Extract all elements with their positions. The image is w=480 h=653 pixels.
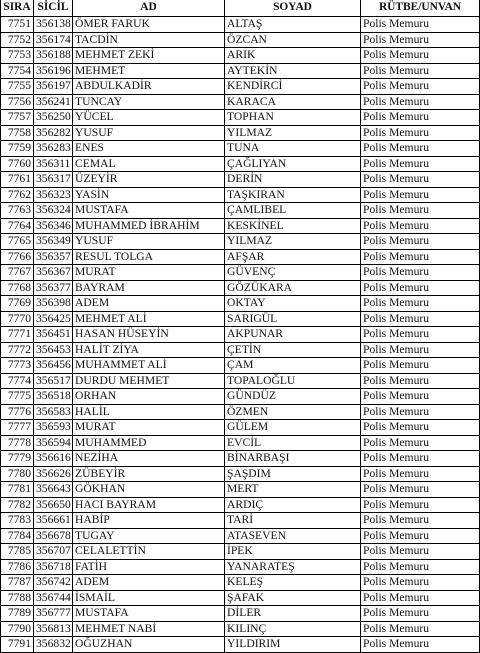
cell-soyad: ÇETİN [225, 342, 361, 358]
cell-sira: 7759 [1, 141, 34, 157]
cell-sira: 7772 [1, 342, 34, 358]
cell-soyad: KENDİRCİ [225, 79, 361, 95]
table-row [1, 451, 480, 467]
table-body [1, 17, 480, 653]
cell-sicil: 356626 [34, 466, 73, 482]
cell-ad: ADEM [73, 296, 225, 312]
cell-sicil: 356346 [34, 218, 73, 234]
cell-unvan: Polis Memuru [361, 79, 480, 95]
cell-sicil: 356661 [34, 513, 73, 529]
cell-sicil: 356616 [34, 451, 73, 467]
cell-ad: BAYRAM [73, 280, 225, 296]
cell-sicil: 356832 [34, 637, 73, 653]
cell-sicil: 356188 [34, 48, 73, 64]
cell-sicil: 356813 [34, 621, 73, 637]
cell-soyad: OKTAY [225, 296, 361, 312]
cell-sira: 7773 [1, 358, 34, 374]
cell-ad: HABİP [73, 513, 225, 529]
cell-unvan: Polis Memuru [361, 94, 480, 110]
cell-ad: MURAT [73, 265, 225, 281]
cell-sira: 7776 [1, 404, 34, 420]
cell-sicil: 356517 [34, 373, 73, 389]
cell-ad: GÖKHAN [73, 482, 225, 498]
cell-sicil: 356594 [34, 435, 73, 451]
cell-unvan: Polis Memuru [361, 141, 480, 157]
cell-sira: 7763 [1, 203, 34, 219]
cell-unvan: Polis Memuru [361, 621, 480, 637]
cell-sira: 7768 [1, 280, 34, 296]
cell-sicil: 356357 [34, 249, 73, 265]
cell-ad: ENES [73, 141, 225, 157]
table-row [1, 590, 480, 606]
table-row [1, 48, 480, 64]
cell-sicil: 356518 [34, 389, 73, 405]
table-row [1, 156, 480, 172]
cell-ad: YASİN [73, 187, 225, 203]
cell-soyad: TARİ [225, 513, 361, 529]
cell-soyad: TOPALOĞLU [225, 373, 361, 389]
table-row [1, 311, 480, 327]
cell-ad: DURDU MEHMET [73, 373, 225, 389]
cell-ad: ÖMER FARUK [73, 17, 225, 33]
cell-soyad: İPEK [225, 544, 361, 560]
header-soyad: SOYAD [225, 0, 361, 17]
cell-unvan: Polis Memuru [361, 358, 480, 374]
cell-unvan: Polis Memuru [361, 249, 480, 265]
table-row [1, 528, 480, 544]
cell-sira: 7755 [1, 79, 34, 95]
cell-sicil: 356138 [34, 17, 73, 33]
cell-ad: RESUL TOLGA [73, 249, 225, 265]
cell-unvan: Polis Memuru [361, 32, 480, 48]
table-row [1, 218, 480, 234]
cell-unvan: Polis Memuru [361, 265, 480, 281]
cell-sira: 7789 [1, 606, 34, 622]
cell-unvan: Polis Memuru [361, 575, 480, 591]
cell-unvan: Polis Memuru [361, 544, 480, 560]
cell-sicil: 356377 [34, 280, 73, 296]
cell-soyad: GÜLEM [225, 420, 361, 436]
cell-sira: 7769 [1, 296, 34, 312]
cell-ad: İSMAİL [73, 590, 225, 606]
cell-unvan: Polis Memuru [361, 420, 480, 436]
cell-sira: 7781 [1, 482, 34, 498]
cell-unvan: Polis Memuru [361, 187, 480, 203]
cell-ad: MEHMET [73, 63, 225, 79]
cell-sicil: 356349 [34, 234, 73, 250]
cell-sicil: 356744 [34, 590, 73, 606]
cell-unvan: Polis Memuru [361, 528, 480, 544]
cell-unvan: Polis Memuru [361, 156, 480, 172]
cell-ad: MEHMET ZEKİ [73, 48, 225, 64]
table-row [1, 94, 480, 110]
cell-sicil: 356367 [34, 265, 73, 281]
cell-soyad: YILDIRIM [225, 637, 361, 653]
cell-sira: 7754 [1, 63, 34, 79]
cell-sira: 7767 [1, 265, 34, 281]
cell-unvan: Polis Memuru [361, 125, 480, 141]
cell-sira: 7751 [1, 17, 34, 33]
cell-sira: 7752 [1, 32, 34, 48]
cell-soyad: YANARATEŞ [225, 559, 361, 575]
cell-soyad: ATASEVEN [225, 528, 361, 544]
cell-ad: MUHAMMED İBRAHİM [73, 218, 225, 234]
cell-sicil: 356241 [34, 94, 73, 110]
cell-sira: 7774 [1, 373, 34, 389]
cell-unvan: Polis Memuru [361, 466, 480, 482]
table-row [1, 404, 480, 420]
cell-sira: 7761 [1, 172, 34, 188]
cell-soyad: KESKİNEL [225, 218, 361, 234]
cell-unvan: Polis Memuru [361, 63, 480, 79]
cell-soyad: GÖZÜKARA [225, 280, 361, 296]
cell-sicil: 356425 [34, 311, 73, 327]
cell-soyad: KILINÇ [225, 621, 361, 637]
cell-sicil: 356718 [34, 559, 73, 575]
table-row [1, 17, 480, 33]
cell-ad: MUHAMMED [73, 435, 225, 451]
cell-unvan: Polis Memuru [361, 311, 480, 327]
table-row [1, 513, 480, 529]
table-row [1, 79, 480, 95]
cell-unvan: Polis Memuru [361, 637, 480, 653]
cell-sicil: 356398 [34, 296, 73, 312]
cell-soyad: ALTAŞ [225, 17, 361, 33]
cell-unvan: Polis Memuru [361, 606, 480, 622]
cell-soyad: ÇAMLIBEL [225, 203, 361, 219]
cell-sicil: 356197 [34, 79, 73, 95]
cell-sira: 7790 [1, 621, 34, 637]
cell-sira: 7753 [1, 48, 34, 64]
cell-unvan: Polis Memuru [361, 559, 480, 575]
cell-sira: 7775 [1, 389, 34, 405]
cell-sicil: 356317 [34, 172, 73, 188]
cell-ad: HACI BAYRAM [73, 497, 225, 513]
cell-sicil: 356650 [34, 497, 73, 513]
cell-soyad: BİNARBAŞI [225, 451, 361, 467]
cell-sicil: 356707 [34, 544, 73, 560]
cell-ad: MEHMET NABİ [73, 621, 225, 637]
cell-sicil: 356678 [34, 528, 73, 544]
cell-sira: 7777 [1, 420, 34, 436]
cell-sicil: 356453 [34, 342, 73, 358]
cell-sira: 7786 [1, 559, 34, 575]
cell-soyad: YILMAZ [225, 234, 361, 250]
table-row [1, 280, 480, 296]
cell-soyad: AKPUNAR [225, 327, 361, 343]
cell-sicil: 356643 [34, 482, 73, 498]
cell-sicil: 356311 [34, 156, 73, 172]
cell-sira: 7762 [1, 187, 34, 203]
cell-unvan: Polis Memuru [361, 203, 480, 219]
table-row [1, 373, 480, 389]
cell-sira: 7764 [1, 218, 34, 234]
cell-unvan: Polis Memuru [361, 451, 480, 467]
cell-ad: TUGAY [73, 528, 225, 544]
cell-soyad: KARACA [225, 94, 361, 110]
cell-sira: 7791 [1, 637, 34, 653]
cell-ad: OĞUZHAN [73, 637, 225, 653]
cell-sicil: 356196 [34, 63, 73, 79]
table-row [1, 125, 480, 141]
cell-sira: 7756 [1, 94, 34, 110]
cell-sira: 7785 [1, 544, 34, 560]
table-row [1, 497, 480, 513]
cell-unvan: Polis Memuru [361, 296, 480, 312]
cell-unvan: Polis Memuru [361, 172, 480, 188]
table-row [1, 435, 480, 451]
cell-ad: HASAN HÜSEYİN [73, 327, 225, 343]
cell-sicil: 356282 [34, 125, 73, 141]
cell-unvan: Polis Memuru [361, 17, 480, 33]
cell-sira: 7766 [1, 249, 34, 265]
header-sicil: SİCİL [34, 0, 73, 17]
cell-sira: 7778 [1, 435, 34, 451]
cell-sicil: 356323 [34, 187, 73, 203]
cell-sira: 7760 [1, 156, 34, 172]
table-row [1, 296, 480, 312]
cell-soyad: ARIK [225, 48, 361, 64]
cell-soyad: TOPHAN [225, 110, 361, 126]
cell-soyad: YILMAZ [225, 125, 361, 141]
cell-sira: 7771 [1, 327, 34, 343]
cell-sira: 7779 [1, 451, 34, 467]
cell-unvan: Polis Memuru [361, 590, 480, 606]
header-sira: SIRA [1, 0, 34, 17]
table-row [1, 559, 480, 575]
table-row [1, 482, 480, 498]
cell-ad: TUNCAY [73, 94, 225, 110]
cell-sicil: 356777 [34, 606, 73, 622]
table-header-row [1, 0, 480, 17]
table-row [1, 172, 480, 188]
table-row [1, 32, 480, 48]
table-row [1, 606, 480, 622]
cell-soyad: DİLER [225, 606, 361, 622]
cell-ad: ZÜBEYİR [73, 466, 225, 482]
cell-ad: ABDULKADİR [73, 79, 225, 95]
cell-sira: 7788 [1, 590, 34, 606]
header-unvan: RÜTBE/UNVAN [361, 0, 480, 17]
cell-sicil: 356174 [34, 32, 73, 48]
cell-soyad: TAŞKIRAN [225, 187, 361, 203]
table-row [1, 63, 480, 79]
cell-unvan: Polis Memuru [361, 435, 480, 451]
cell-unvan: Polis Memuru [361, 234, 480, 250]
cell-soyad: AYTEKİN [225, 63, 361, 79]
cell-ad: MEHMET ALİ [73, 311, 225, 327]
cell-unvan: Polis Memuru [361, 218, 480, 234]
cell-soyad: KELEŞ [225, 575, 361, 591]
cell-ad: ORHAN [73, 389, 225, 405]
cell-unvan: Polis Memuru [361, 389, 480, 405]
cell-unvan: Polis Memuru [361, 48, 480, 64]
cell-soyad: DERİN [225, 172, 361, 188]
cell-ad: NEZİHA [73, 451, 225, 467]
cell-ad: YUSUF [73, 125, 225, 141]
cell-soyad: ARDIÇ [225, 497, 361, 513]
cell-sira: 7757 [1, 110, 34, 126]
header-ad: AD [73, 0, 225, 17]
table-row [1, 389, 480, 405]
cell-sira: 7787 [1, 575, 34, 591]
table-row [1, 342, 480, 358]
cell-ad: ÜZEYİR [73, 172, 225, 188]
cell-sira: 7770 [1, 311, 34, 327]
cell-ad: HALİL [73, 404, 225, 420]
cell-unvan: Polis Memuru [361, 110, 480, 126]
cell-unvan: Polis Memuru [361, 513, 480, 529]
cell-ad: TACDİN [73, 32, 225, 48]
cell-ad: CEMAL [73, 156, 225, 172]
cell-sicil: 356742 [34, 575, 73, 591]
cell-ad: MUSTAFA [73, 203, 225, 219]
cell-soyad: MERT [225, 482, 361, 498]
cell-ad: MURAT [73, 420, 225, 436]
table-row [1, 621, 480, 637]
table-row [1, 637, 480, 653]
cell-soyad: ÇAM [225, 358, 361, 374]
cell-soyad: ŞAŞDIM [225, 466, 361, 482]
cell-soyad: AFŞAR [225, 249, 361, 265]
cell-unvan: Polis Memuru [361, 482, 480, 498]
cell-unvan: Polis Memuru [361, 404, 480, 420]
cell-unvan: Polis Memuru [361, 373, 480, 389]
table-row [1, 466, 480, 482]
cell-soyad: ÖZMEN [225, 404, 361, 420]
cell-ad: YÜCEL [73, 110, 225, 126]
table-row [1, 203, 480, 219]
cell-soyad: ÖZCAN [225, 32, 361, 48]
cell-sira: 7782 [1, 497, 34, 513]
cell-sira: 7783 [1, 513, 34, 529]
cell-sicil: 356451 [34, 327, 73, 343]
table-row [1, 544, 480, 560]
cell-sicil: 356324 [34, 203, 73, 219]
cell-ad: CELALETTİN [73, 544, 225, 560]
cell-soyad: GÜNDÜZ [225, 389, 361, 405]
cell-soyad: SARIGÜL [225, 311, 361, 327]
cell-ad: HALİT ZİYA [73, 342, 225, 358]
cell-soyad: TUNA [225, 141, 361, 157]
cell-soyad: GÜVENÇ [225, 265, 361, 281]
table-row [1, 110, 480, 126]
cell-unvan: Polis Memuru [361, 342, 480, 358]
table-row [1, 358, 480, 374]
table-row [1, 327, 480, 343]
table-row [1, 265, 480, 281]
table-row [1, 249, 480, 265]
cell-ad: MUHAMMET ALİ [73, 358, 225, 374]
cell-sira: 7765 [1, 234, 34, 250]
table-row [1, 575, 480, 591]
table-row [1, 141, 480, 157]
cell-sicil: 356593 [34, 420, 73, 436]
cell-sira: 7780 [1, 466, 34, 482]
cell-sicil: 356250 [34, 110, 73, 126]
cell-unvan: Polis Memuru [361, 280, 480, 296]
table-row [1, 187, 480, 203]
cell-soyad: EVCİL [225, 435, 361, 451]
cell-sicil: 356283 [34, 141, 73, 157]
cell-soyad: ÇAĞLIYAN [225, 156, 361, 172]
cell-unvan: Polis Memuru [361, 497, 480, 513]
cell-soyad: ŞAFAK [225, 590, 361, 606]
cell-sicil: 356456 [34, 358, 73, 374]
cell-ad: MUSTAFA [73, 606, 225, 622]
cell-ad: ADEM [73, 575, 225, 591]
table-row [1, 234, 480, 250]
cell-sira: 7758 [1, 125, 34, 141]
cell-unvan: Polis Memuru [361, 327, 480, 343]
cell-sicil: 356583 [34, 404, 73, 420]
cell-sira: 7784 [1, 528, 34, 544]
cell-ad: YUSUF [73, 234, 225, 250]
table-row [1, 420, 480, 436]
cell-ad: FATİH [73, 559, 225, 575]
